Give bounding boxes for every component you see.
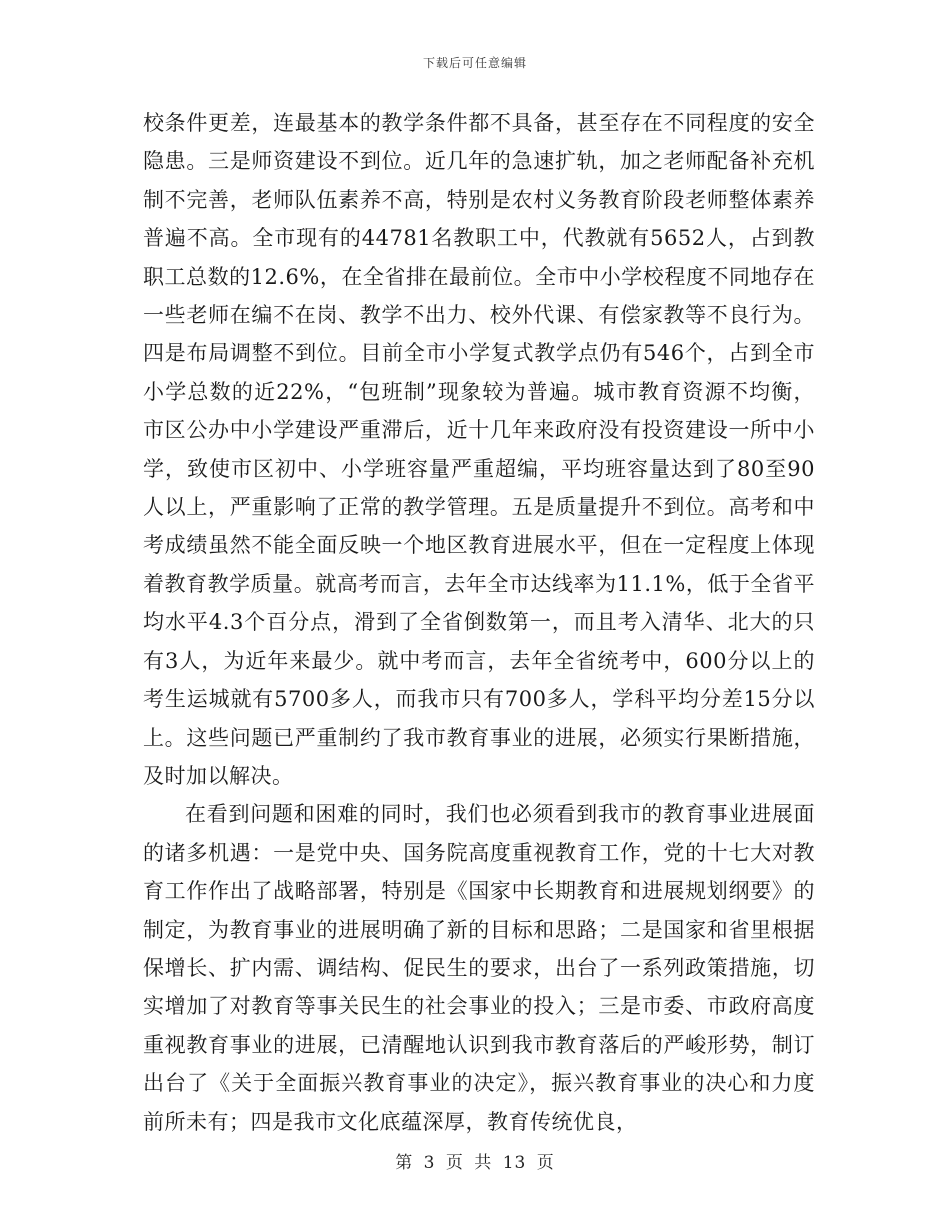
- paragraph-opportunities: 在看到问题和困难的同时，我们也必须看到我市的教育事业进展面 的诸多机遇：一是党中央、国务院高度重视教育工作，党的十七大对教育工作作出了战略部署，特别是《国家中长期教育和进展规划纲要》的制定，为教育事业的进展明确了新的目标和思路；二是国家和省里根据保增长、扩内需、调结构、促民生的要求，出台了一系列政策措施，切实增加了对教育等事关民生的社会事业的投入；三是市委、市政府高度重视教育事业的进展，已清醒地认识到我市教育落后的严峻形势，制订出台了《关于全面振兴教育事业的决定》，振兴教育事业的决心和力度前所未有；四是我市文化底蕴深厚，教育传统优良，: [143, 802, 815, 1134]
- page-header: 下载后可任意编辑: [422, 56, 527, 70]
- body-text: [143, 104, 815, 1141]
- page-number-footer: 第 3 页 共 13 页: [395, 1153, 555, 1173]
- paragraph-continued: 校条件更差，连最基本的教学条件都不具备，甚至存在不同程度的安全隐患。三是师资建设不到位。近几年的急速扩轨，加之老师配备补充机制不完善，老师队伍素养不高，特别是农村义务教育阶段老师整体素养普遍不高。全市现有的44781名教职工中，代教就有5652人，占到教职工总数的12.6%，在全省排在最前位。全市中小学校程度不同地存在一些老师在编不在岗、教学不出力、校外代课、有偿家教等不良行为。四是布局调整不到位。目前全市小学复式教学点仍有546个，占到全市小学总数的近22%，“包班制”现象较为普遍。城市教育资源不均衡，市区公办中小学建设严重滞后，近十几年来政府没有投资建设一所中小学，致使市区初中、小学班容量严重超编，平均班容量达到了80至90人以上，严重影响了正常的教学管理。五是质量提升不到位。高考和中考成绩虽然不能全面反映一个地区教育进展水平，但在一定程度上体现着教育教学质量。就高考而言，去年全市达线率为11.1%，低于全省平均水平4.3个百分点，滑到了全省倒数第一，而且考入清华、北大的只有3人，为近年来最少。就中考而言，去年全省统考中，600分以上的考生运城就有5700多人，而我市只有700多人，学科平均分差15分以上。这些问题已严重制约了我市教育事业的进展，必须实行果断措施，及时加以解决。: [143, 111, 815, 788]
